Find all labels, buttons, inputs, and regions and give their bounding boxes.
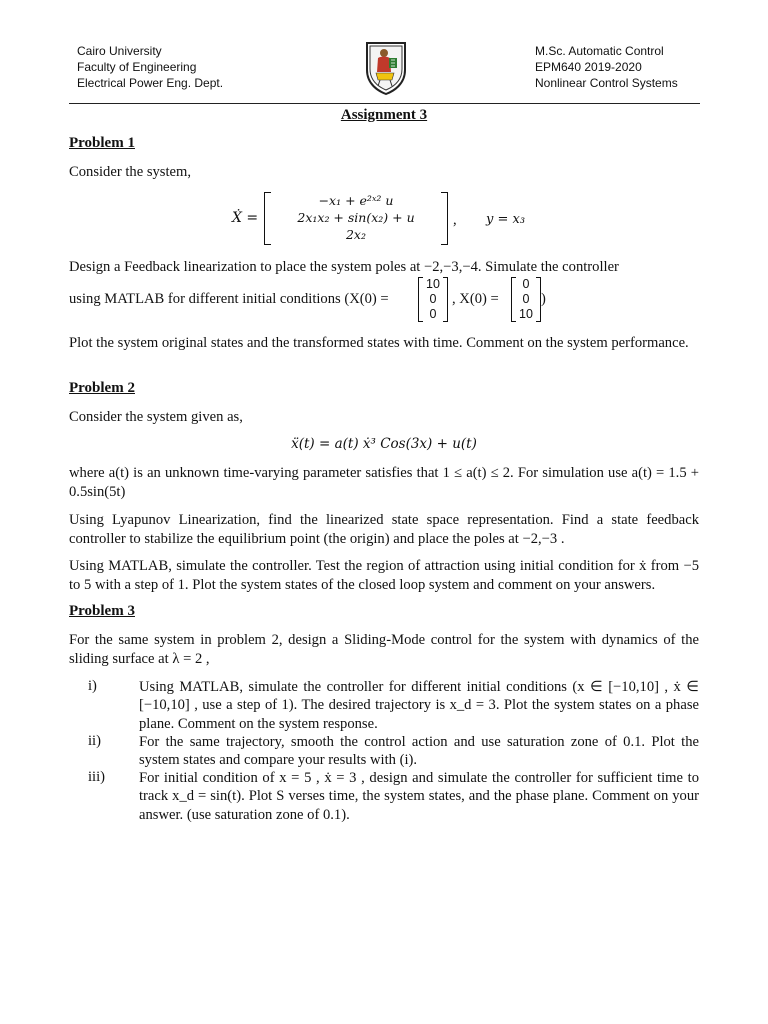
output-equation: y = x₃ [486,212,526,227]
initial-conditions-text: using MATLAB for different initial conditions (X(0) = [69,291,389,307]
program-name: M.Sc. Automatic Control [535,44,664,58]
ic1-x1: 10 [426,277,440,291]
initial-condition-vector-1 [418,277,448,323]
course-code: EPM640 2019-2020 [535,60,642,74]
initial-condition-vector-2 [511,277,541,323]
state-equation-matrix [264,192,448,246]
problem-3-intro: For the same system in problem 2, design a Sliding-Mode control for the system with dynamics of the sliding surface at λ = 2 , [69,632,699,667]
equation-comma: , [453,212,457,228]
problem-3-heading: Problem 3 [69,603,135,619]
item-3-text: For initial condition of x = 5 , ẋ = 3 , design and simulate the controller for sufficient time to track x_d = sin(t). Plot S verses time, the system states, and the phase plane. Comment on your answer. (use saturation zone of 0.1). [139,770,699,823]
problem-1-plot-text: Plot the system original states and the transformed states with time. Comment on the system performance. [69,335,689,351]
problem-2-parameter-text: where a(t) is an unknown time-varying parameter satisfies that 1 ≤ a(t) ≤ 2. For simulation use a(t) = 1.5 + 0.5sin(5t) [69,465,699,500]
problem-1-heading: Problem 1 [69,135,135,151]
cairo-university-crest-icon [364,40,408,96]
ic2-x2: 0 [522,292,530,306]
course-name: Nonlinear Control Systems [535,76,678,90]
problem-2-matlab-text: Using MATLAB, simulate the controller. Test the region of attraction using initial condition for ẋ from −5 to 5 with a step of 1. Plot the system states of the closed loop system and comment on your answers. [69,558,699,593]
header-divider [69,103,700,104]
matrix-row-3: 2x₂ [345,227,366,242]
assignment-title: Assignment 3 [340,107,428,123]
item-2-text: For the same trajectory, smooth the control action and use saturation zone of 0.1. Plot the system states and compare your results with (i). [139,734,699,769]
problem-2-equation: ẍ(t) = a(t) ẋ³ Cos(3x) + u(t) [291,436,477,452]
ic1-x3: 0 [429,307,437,321]
initial-conditions-close: ) [541,291,546,307]
department-name: Electrical Power Eng. Dept. [77,76,224,90]
matrix-row-2: 2x₁x₂ + sin(x₂) + u [297,210,415,225]
initial-conditions-separator: , X(0) = [452,291,499,307]
ic1-x2: 0 [429,292,437,306]
matrix-row-1: −x₁ + e²ˣ² u [318,193,394,208]
header-left [77,43,223,91]
item-1-text: Using MATLAB, simulate the controller for different initial conditions (x ∈ [−10,10] , ẋ ∈ [−10,10] , use a step of 1). The desired trajectory is x_d = 3. Plot the system states on a phase plane. Comment on the system response. [139,679,699,732]
problem-1-design-text: Design a Feedback linearization to place the system poles at −2,−3,−4. Simulate the controller [69,259,619,275]
item-3-number: iii) [88,769,106,785]
problem-2-intro: Consider the system given as, [69,409,243,425]
problem-1-intro: Consider the system, [69,164,192,180]
ic2-x1: 0 [522,277,530,291]
header-right [535,43,678,91]
state-vector-lhs: Ẋ = [232,210,259,226]
problem-2-lyapunov-text: Using Lyapunov Linearization, find the linearized state space representation. Find a state feedback controller to stabilize the equilibrium point (the origin) and place the poles at −2,−3 . [69,512,699,547]
item-1-number: i) [88,678,97,694]
item-2-number: ii) [88,733,101,749]
university-name: Cairo University [77,44,162,58]
ic2-x3: 10 [519,307,533,321]
faculty-name: Faculty of Engineering [77,60,197,74]
problem-2-heading: Problem 2 [69,380,135,396]
